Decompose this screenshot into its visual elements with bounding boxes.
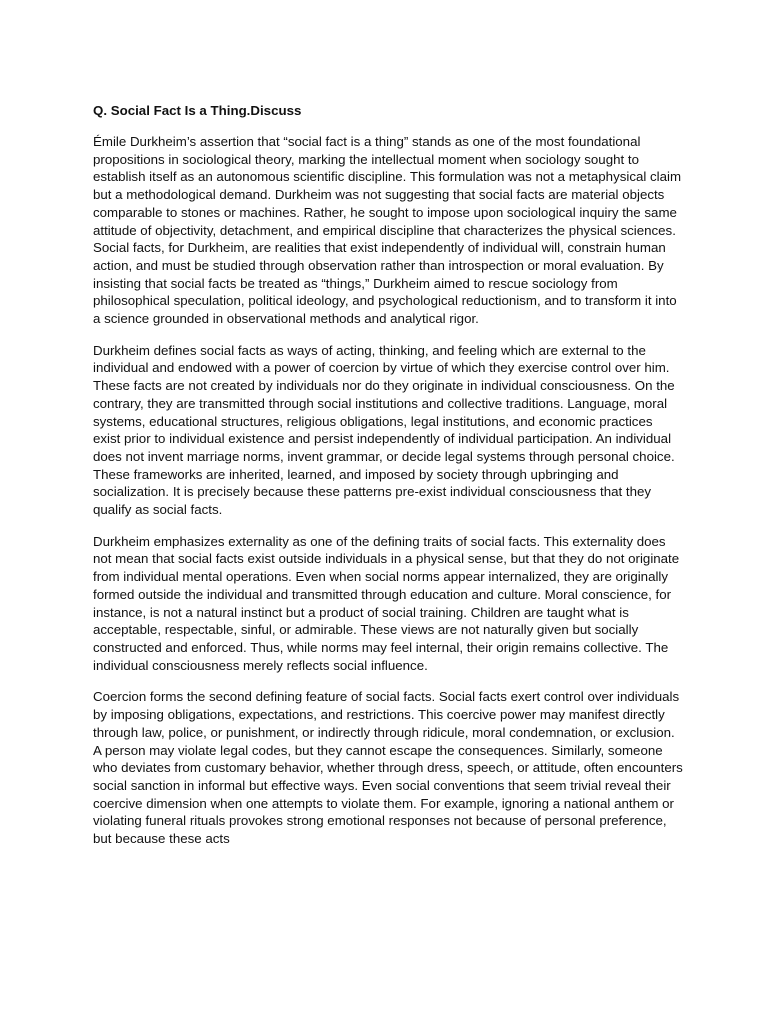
paragraph-intro: Émile Durkheim’s assertion that “social fact is a thing” stands as one of the most foundational propositions in sociological theory, marking the intellectual moment when sociology sought to establish itself as an autonomous scientific discipline. This formulation was not a metaphysical claim but a methodological demand. Durkheim was not suggesting that social facts are material objects comparable to stones or machines. Rather, he sought to impose upon sociological inquiry the same attitude of objectivity, detachment, and empirical discipline that characterizes the physical sciences. Social facts, for Durkheim, are realities that exist independently of individual will, constrain human action, and must be studied through observation rather than introspection or moral evaluation. By insisting that social facts be treated as “things,” Durkheim aimed to rescue sociology from philosophical speculation, political ideology, and psychological reductionism, and to transform it into a science grounded in observational methods and analytical rigor. — [93, 134, 682, 327]
paragraph-definition: Durkheim defines social facts as ways of acting, thinking, and feeling which are external to the individual and endowed with a power of coercion by virtue of which they exercise control over him. These facts are not created by individuals nor do they originate in individual consciousness. On the contrary, they are transmitted through social institutions and collective traditions. Language, moral systems, educational structures, religious obligations, legal institutions, and economic practices exist prior to individual existence and persist independently of individual participation. An individual does not invent marriage norms, invent grammar, or decide legal systems through personal choice. These frameworks are inherited, learned, and imposed by society through upbringing and socialization. It is precisely because these patterns pre-exist individual consciousness that they qualify as social facts. — [93, 342, 675, 518]
paragraph-externality: Durkheim emphasizes externality as one of the defining traits of social facts. This externality does not mean that social facts exist outside individuals in a physical sense, but that they do not originate from individual mental operations. Even when social norms appear internalized, they are originally formed outside the individual and transmitted through education and culture. Moral conscience, for instance, is not a natural instinct but a product of social training. Children are taught what is acceptable, respectable, sinful, or admirable. These views are not naturally given but socially constructed and enforced. Thus, while norms may feel internal, their origin remains collective. The individual consciousness merely reflects social influence. — [93, 533, 680, 673]
document-title: Q. Social Fact Is a Thing.Discuss — [93, 103, 302, 118]
paragraph-coercion: Coercion forms the second defining feature of social facts. Social facts exert control over individuals by imposing obligations, expectations, and restrictions. This coercive power may manifest directly through law, police, or punishment, or indirectly through ridicule, moral condemnation, or exclusion. A person may violate legal codes, but they cannot escape the consequences. Similarly, someone who deviates from customary behavior, whether through dress, speech, or attitude, often encounters social sanction in informal but effective ways. Even social conventions that seem trivial reveal their coercive dimension when one attempts to violate them. For example, ignoring a national anthem or violating funeral rituals provokes strong emotional responses not because of personal preference, but because these acts — [93, 689, 683, 847]
document-page — [93, 102, 683, 862]
